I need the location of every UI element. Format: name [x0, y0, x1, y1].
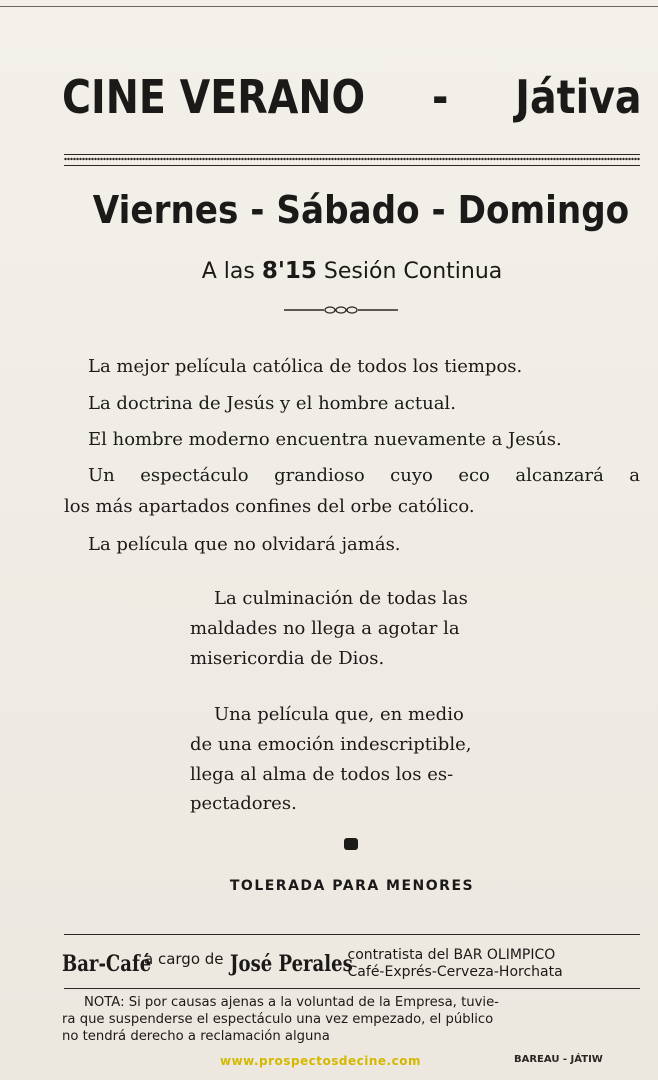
footer-rule-bottom — [64, 988, 640, 989]
title-rule-top — [64, 154, 640, 155]
bar-advert — [62, 942, 642, 986]
nota-line: NOTA: Si por causas ajenas a la voluntad de la Empresa, tuvie- — [84, 995, 499, 1010]
body-line: La mejor película católica de todos los tiempos. — [88, 356, 523, 377]
body-line: los más apartados confines del orbe católico. — [64, 496, 475, 517]
footer-rule-top — [64, 934, 640, 935]
title-dotted-rule — [64, 157, 640, 163]
body-line: La doctrina de Jesús y el hombre actual. — [88, 393, 456, 414]
title-separator: - — [431, 70, 449, 124]
quote1-line: maldades no llega a agotar la — [190, 618, 460, 639]
nota-line: no tendrá derecho a reclamación alguna — [62, 1029, 330, 1044]
in-charge-label: a cargo de — [144, 950, 224, 968]
title-rule-bottom — [64, 165, 640, 166]
website-watermark: www.prospectosdecine.com — [220, 1054, 421, 1068]
cinema-name: CINE VERANO — [62, 70, 366, 124]
body-line: La película que no olvidará jamás. — [88, 534, 401, 555]
quote1-line: La culminación de todas las — [214, 588, 468, 609]
session-time — [64, 258, 640, 284]
nota-notice — [62, 994, 642, 1045]
top-edge-line — [0, 6, 658, 7]
cinema-title — [62, 70, 642, 124]
town-name: Játiva — [515, 70, 642, 124]
quote2-line: pectadores. — [190, 793, 297, 814]
screening-days: Viernes - Sábado - Domingo — [92, 188, 630, 232]
quote2-line: llega al alma de todos los es- — [190, 764, 454, 785]
rating-label: TOLERADA PARA MENORES — [229, 878, 475, 894]
owner-name: José Perales — [229, 951, 353, 977]
bullet-mark — [344, 838, 358, 850]
nota-line: ra que suspenderse el espectáculo una vez empezado, el público — [62, 1012, 494, 1027]
quote2-line: Una película que, en medio — [214, 704, 464, 725]
session-suffix: Sesión Continua — [323, 259, 503, 284]
body-line: Un espectáculo grandioso cuyo eco alcanzará a — [88, 465, 640, 486]
session-prefix: A las — [201, 259, 255, 284]
contractor-line: contratista del BAR OLIMPICO — [347, 947, 556, 963]
bar-cafe-label: Bar-Café — [62, 951, 152, 977]
contractor-text — [348, 947, 563, 981]
printer-credit: BAREAU - JÁTIW — [514, 1054, 603, 1065]
quote2-line: de una emoción indescriptible, — [190, 734, 472, 755]
body-line: El hombre moderno encuentra nuevamente a Jesús. — [88, 429, 562, 450]
session-hour: 8'15 — [261, 258, 317, 284]
ornament-divider — [284, 303, 398, 317]
quote1-line: misericordia de Dios. — [190, 648, 385, 669]
contractor-line: Café-Exprés-Cerveza-Horchata — [347, 964, 563, 980]
